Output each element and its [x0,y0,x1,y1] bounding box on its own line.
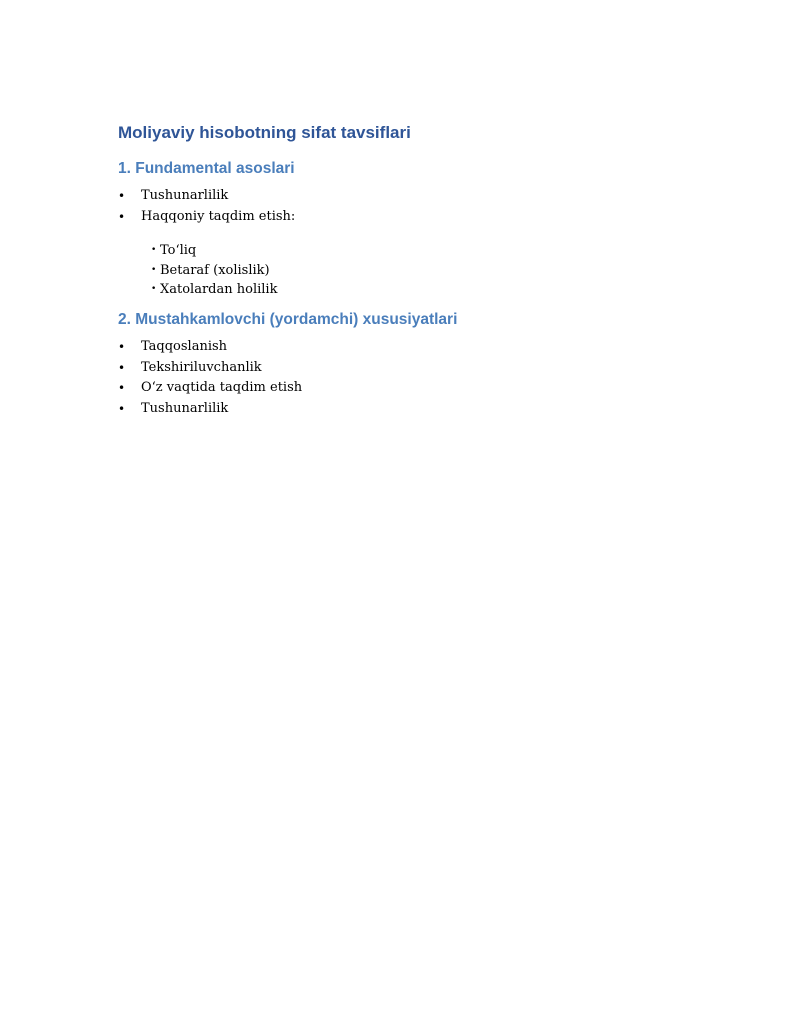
list-item [118,186,678,207]
sub-bullet-icon: • [151,245,157,256]
bullet-icon: • [118,339,126,354]
list-item-label: O‘z vaqtida taqdim etish [141,380,303,396]
sub-list-item-label: To‘liq [160,243,197,259]
sub-list-item-label: Xatolardan holilik [160,282,278,298]
list-item-label: Haqqoniy taqdim etish: [141,208,296,224]
list-item-label: Tekshiriluvchanlik [141,359,262,375]
section-heading-enhancing: 2. Mustahkamlovchi (yordamchi) xususiyatlari [118,310,458,328]
list-item-label: Tushunarlilik [141,400,229,416]
bullet-icon: • [118,401,126,416]
sub-list-item [118,241,678,261]
list-item [118,399,678,420]
sub-bullet-icon: • [151,284,157,295]
fair-presentation-sublist [118,241,678,300]
bullet-icon: • [118,381,126,396]
bullet-icon: • [118,360,126,375]
list-item-label: Taqqoslanish [141,338,228,354]
sub-bullet-icon: • [151,264,157,275]
sub-list-item-label: Betaraf (xolislik) [160,262,270,278]
fundamental-list [118,186,678,227]
list-item-label: Tushunarlilik [141,188,229,203]
document-body [118,120,678,419]
sub-list-item [118,280,678,300]
bullet-icon: • [118,209,126,224]
section-heading-fundamental: 1. Fundamental asoslari [118,160,295,177]
list-item [118,378,678,399]
list-item [118,337,678,358]
list-item [118,207,678,228]
bullet-icon: • [118,189,126,203]
enhancing-list [118,337,678,419]
document-title: Moliyaviy hisobotning sifat tavsiflari [118,123,411,142]
sub-list-item [118,261,678,281]
list-item [118,358,678,379]
